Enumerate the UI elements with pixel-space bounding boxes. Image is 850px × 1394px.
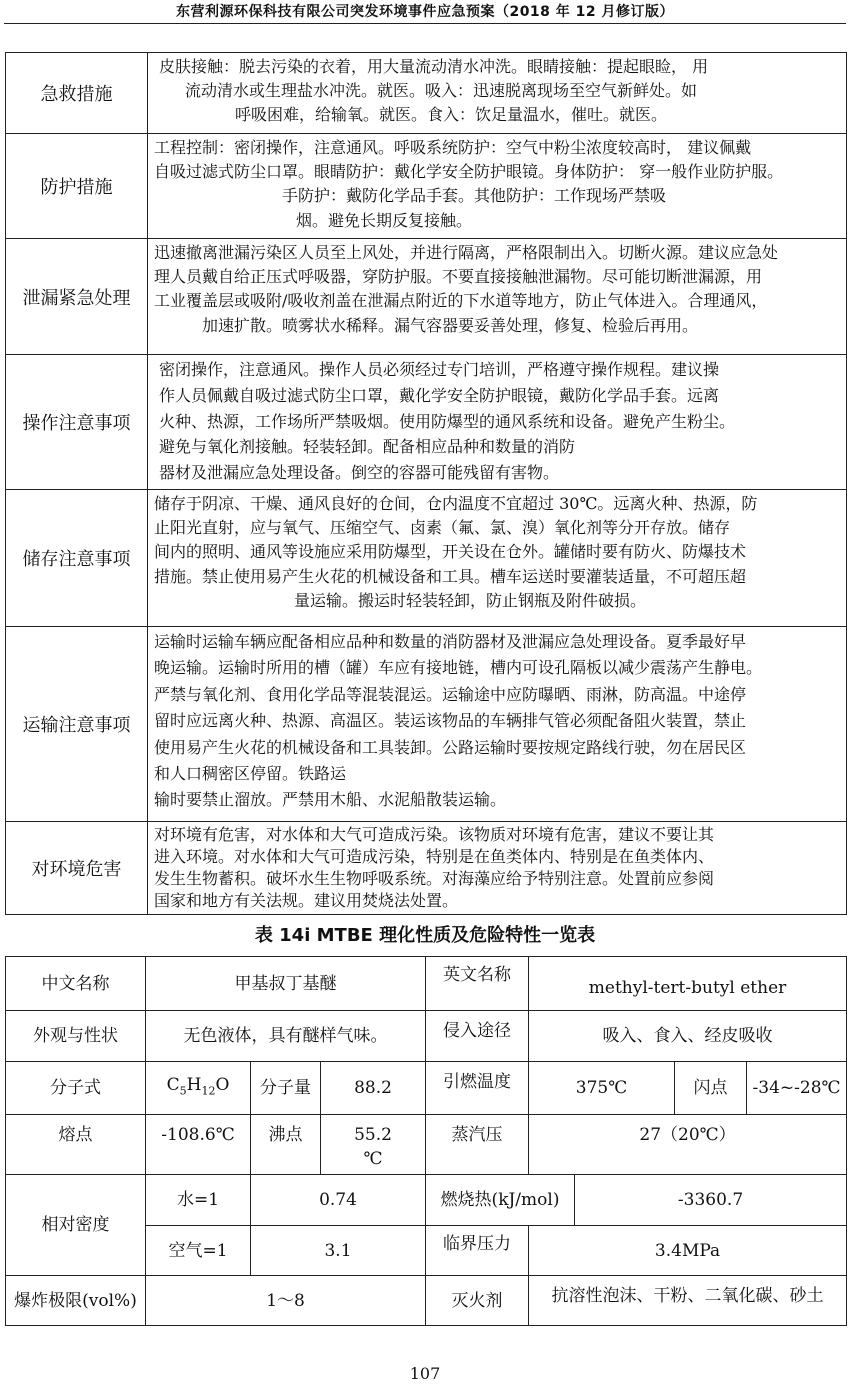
text-line: 工业覆盖层或吸附/吸收剂盖在泄漏点附近的下水道等地方，防止气体进入。合理通风，: [154, 291, 768, 311]
extinguish-label: 灭火剂: [426, 1276, 529, 1326]
text-line: 间内的照明、通风等设施应采用防爆型，开关设在仓外。罐储时要有防火、防爆技术: [154, 542, 747, 562]
extinguish-value: 抗溶性泡沫、干粉、二氧化碳、砂土: [529, 1276, 847, 1326]
cn-name-value: 甲基叔丁基醚: [146, 957, 426, 1011]
row-label-first-aid: 急救措施: [6, 53, 148, 134]
critical-label: 临界压力: [426, 1226, 529, 1276]
page-number: 107: [409, 1364, 441, 1383]
hazard-measures-table: [5, 52, 847, 915]
text-line: 工程控制：密闭操作，注意通风。呼吸系统防护：空气中粉尘浓度较高时， 建议佩戴: [154, 138, 752, 157]
text-line: 理人员戴自给正压式呼吸器，穿防护服。不要直接接触泄漏物。尽可能切断泄漏源，用: [154, 267, 763, 287]
text-line: 手防护：戴防化学品手套。其他防护：工作现场严禁吸: [282, 186, 667, 206]
formula-value: [146, 1062, 251, 1115]
table-row: [6, 1011, 847, 1062]
vp-label: 蒸汽压: [426, 1115, 529, 1175]
table-row: [6, 1062, 847, 1115]
explosion-value: 1～8: [146, 1276, 426, 1326]
heat-value: -3360.7: [575, 1175, 847, 1226]
text-line: 皮肤接触：脱去污染的衣着，用大量流动清水冲洗。眼睛接触：提起眼睑， 用: [159, 57, 709, 76]
water-value: 0.74: [251, 1175, 426, 1226]
table-row: [6, 1276, 847, 1326]
text-line: 严禁与氧化剂、食用化学品等混装混运。运输途中应防曝晒、雨淋，防高温。中途停: [154, 684, 747, 704]
cn-name-label: 中文名称: [6, 957, 146, 1011]
water-label: 水=1: [146, 1175, 251, 1226]
formula-h-sub: 12: [201, 1084, 216, 1098]
text-line: 器材及泄漏应急处理设备。倒空的容器可能残留有害物。: [159, 463, 560, 483]
table-row: [6, 53, 847, 134]
table-row: [6, 355, 847, 490]
text-line: 发生生物蓄积。破坏水生生物呼吸系统。对海藻应给予特别注意。处置前应参阅: [154, 869, 715, 888]
route-value: 吸入、食入、经皮吸收: [529, 1011, 847, 1062]
text-line: 措施。禁止使用易产生火花的机械设备和工具。槽车运送时要灌装适量，不可超压超: [154, 566, 747, 586]
text-line: 加速扩散。喷雾状水稀释。漏气容器要妥善处理，修复、检验后再用。: [202, 315, 699, 335]
row-label-leak: 泄漏紧急处理: [6, 239, 148, 355]
table-row: [6, 1115, 847, 1175]
text-line: 止阳光直射，应与氧气、压缩空气、卤素（氟、氯、溴）氧化剂等分开存放。储存: [154, 518, 731, 538]
route-label: 侵入途径: [426, 1011, 529, 1062]
text-line: 储存于阴凉、干燥、通风良好的仓间，仓内温度不宜超过 30℃。远离火种、热源，防: [154, 494, 758, 513]
text-line: 晚运输。运输时所用的槽（罐）车应有接地链，槽内可设孔隔板以减少震荡产生静电。: [154, 658, 763, 678]
header-rule: [4, 23, 846, 24]
text-line: 烟。避免长期反复接触。: [296, 210, 473, 230]
heat-label: 燃烧热(kJ/mol): [426, 1175, 575, 1226]
appearance-value: 无色液体，具有醚样气味。: [146, 1011, 426, 1062]
table-row: [6, 822, 847, 915]
row-label-protection: 防护措施: [6, 134, 148, 239]
text-line: 自吸过滤式防尘口罩。眼睛防护：戴化学安全防护眼镜。身体防护： 穿一般作业防护服。: [154, 162, 784, 182]
row-content-operation: [148, 355, 847, 490]
row-content-leak: [148, 239, 847, 355]
text-line: 作人员佩戴自吸过滤式防尘口罩，戴化学安全防护眼镜，戴防化学品手套。远离: [159, 385, 720, 405]
en-name-label: 英文名称: [426, 957, 529, 1011]
table-row: [6, 134, 847, 239]
row-content-protection: [148, 134, 847, 239]
row-content-environment: [148, 822, 847, 915]
text-line: 避免与氧化剂接触。轻装轻卸。配备相应品种和数量的消防: [159, 437, 576, 457]
text-line: 留时应远离火种、热源、高温区。装运该物品的车辆排气管必须配备阻火装置，禁止: [154, 711, 747, 731]
formula-h: H: [186, 1074, 202, 1095]
row-label-storage: 储存注意事项: [6, 490, 148, 627]
text-line: 使用易产生火花的机械设备和工具装卸。公路运输时要按规定路线行驶，勿在居民区: [154, 737, 747, 757]
text-line: 密闭操作，注意通风。操作人员必须经过专门培训，严格遵守操作规程。建议操: [159, 360, 720, 379]
critical-value: 3.4MPa: [529, 1226, 847, 1276]
formula-c: C: [166, 1074, 180, 1095]
table-row: [6, 490, 847, 627]
text-line: 和人口稠密区停留。铁路运: [154, 764, 347, 784]
mp-label: 熔点: [6, 1115, 146, 1175]
en-name-value: methyl-tert-butyl ether: [529, 957, 847, 1011]
mw-value: 88.2: [321, 1062, 426, 1115]
table-row: [6, 239, 847, 355]
text-line: 进入环境。对水体和大气可造成污染，特别是在鱼类体内、特别是在鱼类体内、: [154, 847, 715, 866]
formula-o: O: [215, 1074, 230, 1095]
explosion-label: 爆炸极限(vol%): [6, 1276, 146, 1326]
text-line: 呼吸困难，给输氧。就医。食入：饮足量温水，催吐。就医。: [235, 105, 668, 125]
table-row: [6, 957, 847, 1011]
text-line: 火种、热源，工作场所严禁吸烟。使用防爆型的通风系统和设备。避免产生粉尘。: [159, 411, 736, 431]
appearance-label: 外观与性状: [6, 1011, 146, 1062]
bp-value: 55.2 ℃: [321, 1115, 426, 1175]
density-label: 相对密度: [6, 1175, 146, 1276]
bp-label: 沸点: [251, 1115, 321, 1175]
text-line: 运输时运输车辆应配备相应品种和数量的消防器材及泄漏应急处理设备。夏季最好早: [154, 632, 747, 651]
text-line: 量运输。搬运时轻装轻卸，防止钢瓶及附件破损。: [294, 590, 647, 610]
text-line: 迅速撤离泄漏污染区人员至上风处，并进行隔离，严格限制出入。切断火源。建议应急处: [154, 243, 779, 262]
mtbe-properties-table: [5, 956, 847, 1326]
text-line: 对环境有危害，对水体和大气可造成污染。该物质对环境有危害，建议不要让其: [154, 825, 715, 844]
table-row: [6, 627, 847, 822]
mp-value: -108.6℃: [146, 1115, 251, 1175]
mw-label: 分子量: [251, 1062, 321, 1115]
row-label-operation: 操作注意事项: [6, 355, 148, 490]
vp-value: 27（20℃）: [529, 1115, 847, 1175]
formula-label: 分子式: [6, 1062, 146, 1115]
table-caption: 表 14i MTBE 理化性质及危险特性一览表: [254, 925, 596, 946]
text-line: 国家和地方有关法规。建议用焚烧法处置。: [154, 891, 459, 910]
row-content-transport: [148, 627, 847, 822]
row-label-transport: 运输注意事项: [6, 627, 148, 822]
air-value: 3.1: [251, 1226, 426, 1276]
flash-value: -34~-28℃: [747, 1062, 847, 1115]
flash-label: 闪点: [675, 1062, 747, 1115]
row-content-first-aid: [148, 53, 847, 134]
row-content-storage: [148, 490, 847, 627]
formula-c-sub: 5: [179, 1084, 187, 1098]
row-label-environment: 对环境危害: [6, 822, 148, 915]
air-label: 空气=1: [146, 1226, 251, 1276]
ignition-value: 375℃: [529, 1062, 675, 1115]
page-header: 东营利源环保科技有限公司突发环境事件应急预案（2018 年 12 月修订版）: [175, 4, 675, 20]
table-row: [6, 1175, 847, 1226]
ignition-label: 引燃温度: [426, 1062, 529, 1115]
text-line: 输时要禁止溜放。严禁用木船、水泥船散装运输。: [154, 790, 507, 810]
text-line: 流动清水或生理盐水冲洗。就医。吸入：迅速脱离现场至空气新鲜处。如: [185, 81, 698, 101]
